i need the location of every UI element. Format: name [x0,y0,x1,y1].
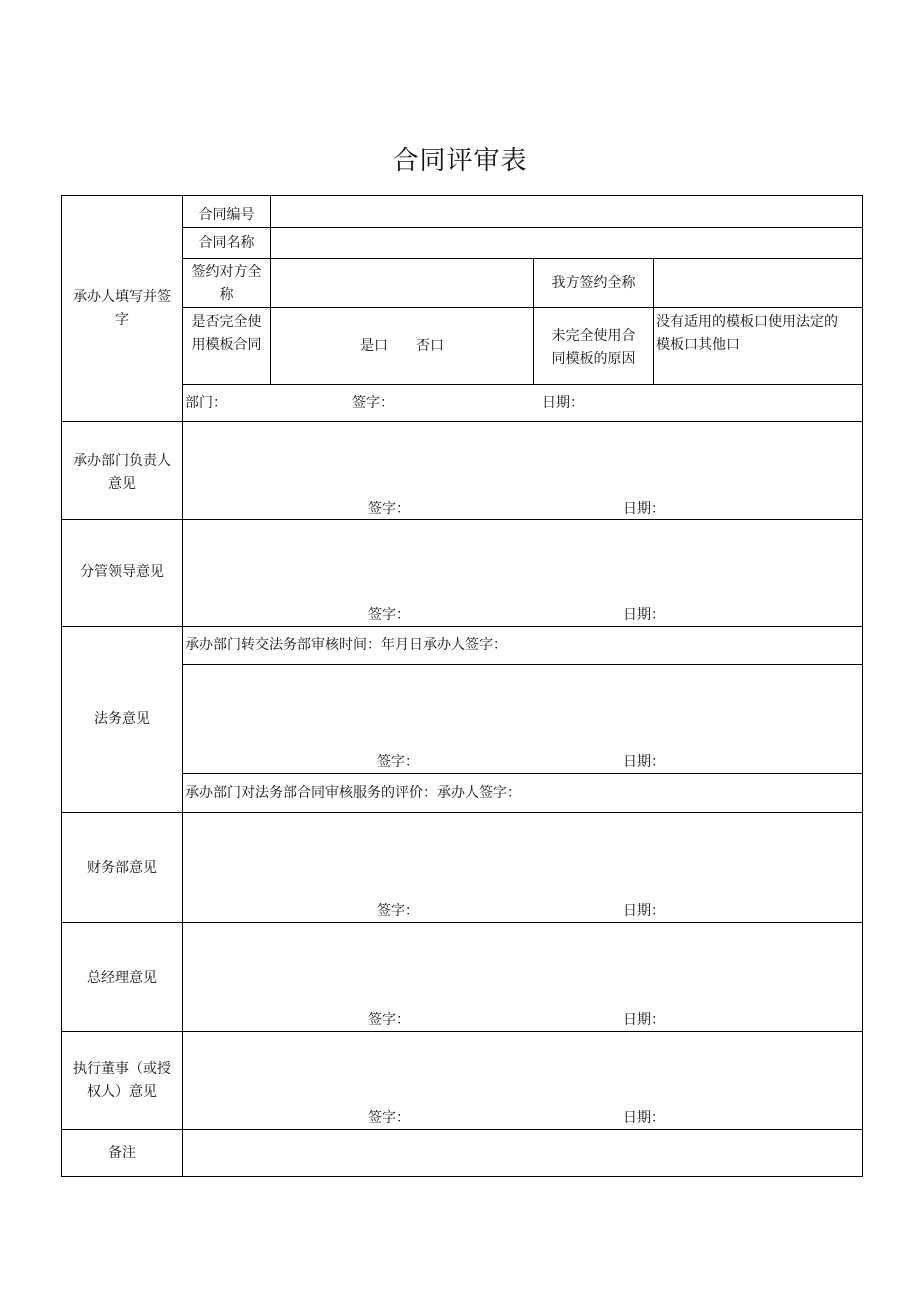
legal-evaluation-line: 承办部门对法务部合同审核服务的评价：承办人签字： [185,785,521,801]
section-label-finance: 财务部意见 [87,860,157,876]
row-separator [182,773,863,774]
label-line: 同模板的原因 [551,351,636,367]
signature-label: 签字： [377,903,419,919]
reason-options-line: 没有适用的模板口使用法定的 [656,314,838,330]
date-label: 日期： [623,501,665,517]
section-label-line: 执行董事（或授 [73,1061,171,1077]
section-label-remarks: 备注 [108,1145,136,1161]
row-separator [182,307,863,308]
date-label: 日期： [623,903,665,919]
counterparty-label [183,261,270,307]
date-label: 日期： [542,395,584,411]
template-question-label [183,311,270,357]
signature-label: 签字： [368,607,410,623]
section-label-leader: 分管领导意见 [80,564,164,580]
section-label-handler [62,286,182,332]
row-separator [182,258,863,259]
row-separator [61,1031,863,1032]
row-separator [61,922,863,923]
reason-options[interactable] [656,311,838,357]
reason-question-label [534,325,653,371]
date-label: 日期： [623,754,665,770]
section-label-line: 意见 [108,476,136,492]
column-divider [270,195,271,385]
reason-options-line: 模板口其他口 [656,337,740,353]
signature-label: 签字： [368,1012,410,1028]
label-line: 用模板合同 [191,337,262,353]
label-line: 称 [219,287,234,303]
row-separator [182,664,863,665]
row-separator [182,384,863,385]
section-label-line: 承办部门负责人 [73,453,171,469]
signature-label: 签字： [377,754,419,770]
section-label-legal: 法务意见 [94,711,150,727]
date-label: 日期： [623,1110,665,1126]
date-label: 日期： [623,607,665,623]
row-separator [61,519,863,520]
row-separator [61,626,863,627]
row-separator [61,1129,863,1130]
table-border-left [61,195,62,1177]
label-line: 未完全使用合 [551,328,636,344]
row-separator [182,227,863,228]
signature-label: 签字： [368,501,410,517]
section-label-director [62,1058,182,1104]
label-line: 签约对方全 [191,264,262,280]
section-label-line: 字 [115,312,129,328]
page-title: 合同评审表 [392,146,528,176]
our-party-label: 我方签约全称 [551,275,636,291]
yes-checkbox[interactable]: 是口 [360,338,388,354]
column-divider [653,258,654,385]
section-label-line: 权人）意见 [87,1084,157,1100]
date-label: 日期： [623,1012,665,1028]
section-label-dept-head [62,450,182,496]
no-checkbox[interactable]: 否口 [416,338,444,354]
contract-number-label: 合同编号 [198,207,255,223]
section-label-line: 承办人填写并签 [73,289,171,305]
legal-transfer-line: 承办部门转交法务部审核时间：年月日承办人签字： [185,637,507,653]
department-label: 部门： [185,395,227,411]
signature-label: 签字： [352,395,394,411]
signature-label: 签字： [368,1110,410,1126]
section-label-gm: 总经理意见 [87,970,157,986]
contract-name-label: 合同名称 [198,235,255,251]
row-separator [61,421,863,422]
row-separator [61,812,863,813]
label-line: 是否完全使 [191,314,262,330]
table-border-right [862,195,863,1177]
